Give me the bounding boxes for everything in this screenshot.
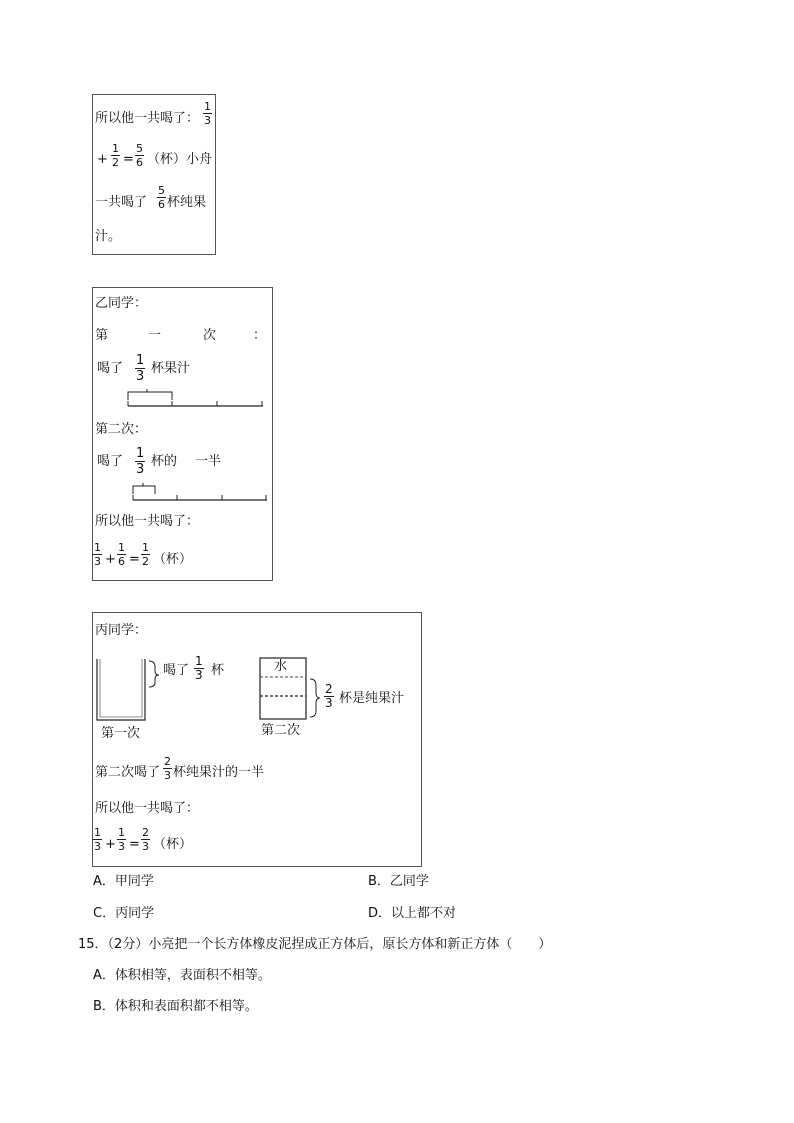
- bing-first-label: 第一次: [101, 726, 141, 741]
- jia-line1: 所以他一共喝了：: [95, 111, 200, 126]
- solution-box-yi: [92, 287, 273, 581]
- q15-option-b[interactable]: B．体积和表面积都不相等。: [93, 999, 258, 1014]
- bing-eq-fraction-2: 1 3: [118, 826, 125, 853]
- jia-plus: +: [97, 152, 108, 167]
- yi-segment-diagram-2: [131, 482, 271, 502]
- yi-fraction-1: 1 3: [136, 353, 145, 384]
- bing-eq-plus: +: [105, 837, 116, 852]
- bing-eq-unit: （杯）: [153, 837, 193, 852]
- jia-fraction-1: 1 3: [204, 100, 211, 127]
- bing-line-b: 杯纯果汁的一半: [173, 765, 265, 780]
- bing-total: 所以他一共喝了：: [95, 801, 200, 816]
- yi-di: 第: [95, 328, 109, 343]
- bing-title: 丙同学：: [95, 623, 148, 638]
- yi-eq-equals: =: [129, 552, 140, 567]
- jia-line4: 汁。: [95, 229, 122, 244]
- yi-second: 第二次：: [95, 422, 148, 437]
- yi-cup-juice: 杯果汁: [151, 361, 191, 376]
- yi-fraction-2: 1 3: [136, 446, 145, 477]
- yi-eq-plus: +: [105, 552, 116, 567]
- jia-fraction-3: 5 6: [136, 142, 143, 169]
- q14-option-d[interactable]: D．以上都不对: [368, 906, 457, 921]
- yi-eq-fraction-3: 1 2: [142, 541, 149, 568]
- yi-half-a: 杯的: [151, 454, 178, 469]
- bing-drank: 喝了: [163, 663, 190, 678]
- q15-option-a[interactable]: A．体积相等，表面积不相等。: [93, 968, 271, 983]
- yi-colon: ：: [253, 328, 267, 343]
- cup-first-diagram: [95, 657, 165, 727]
- yi-half-b: 一半: [195, 454, 222, 469]
- bing-eq-fraction-3: 2 3: [142, 826, 149, 853]
- q14-option-b[interactable]: B．乙同学: [368, 874, 429, 889]
- yi-yi: 一: [148, 328, 162, 343]
- yi-eq-fraction-2: 1 6: [118, 541, 125, 568]
- bing-cup: 杯: [211, 663, 225, 678]
- jia-fraction-2: 1 2: [112, 142, 119, 169]
- jia-equals: =: [123, 152, 134, 167]
- q14-option-c[interactable]: C．丙同学: [93, 906, 155, 921]
- bing-fraction-2: 2 3: [325, 682, 333, 710]
- jia-line3-head: 一共喝了: [95, 195, 148, 210]
- solution-box-jia: [92, 94, 216, 255]
- bing-second-label: 第二次: [261, 723, 301, 738]
- solution-box-bing: [92, 612, 422, 867]
- jia-fraction-4: 5 6: [158, 184, 165, 211]
- bing-water: 水: [274, 659, 288, 674]
- yi-drank: 喝了: [97, 361, 124, 376]
- yi-eq-fraction-1: 1 3: [94, 541, 101, 568]
- bing-fraction-3: 2 3: [164, 755, 171, 782]
- bing-fraction-1: 1 3: [195, 654, 203, 682]
- bing-line-a: 第二次喝了: [95, 765, 161, 780]
- bing-pure: 杯是纯果汁: [339, 691, 405, 706]
- q15-stem: 15．（2分）小亮把一个长方体橡皮泥捏成正方体后，原长方体和新正方体（ ）: [78, 937, 552, 952]
- yi-ci: 次: [203, 328, 217, 343]
- bing-eq-fraction-1: 1 3: [94, 826, 101, 853]
- yi-drank2: 喝了: [97, 454, 124, 469]
- jia-line2-tail: （杯）小舟: [147, 152, 213, 167]
- yi-total: 所以他一共喝了：: [95, 514, 200, 529]
- yi-segment-diagram-1: [125, 388, 265, 408]
- yi-eq-unit: （杯）: [153, 552, 193, 567]
- yi-title: 乙同学：: [95, 296, 148, 311]
- bing-eq-equals: =: [129, 837, 140, 852]
- q14-option-a[interactable]: A．甲同学: [93, 874, 154, 889]
- jia-line3-tail: 杯纯果: [167, 195, 207, 210]
